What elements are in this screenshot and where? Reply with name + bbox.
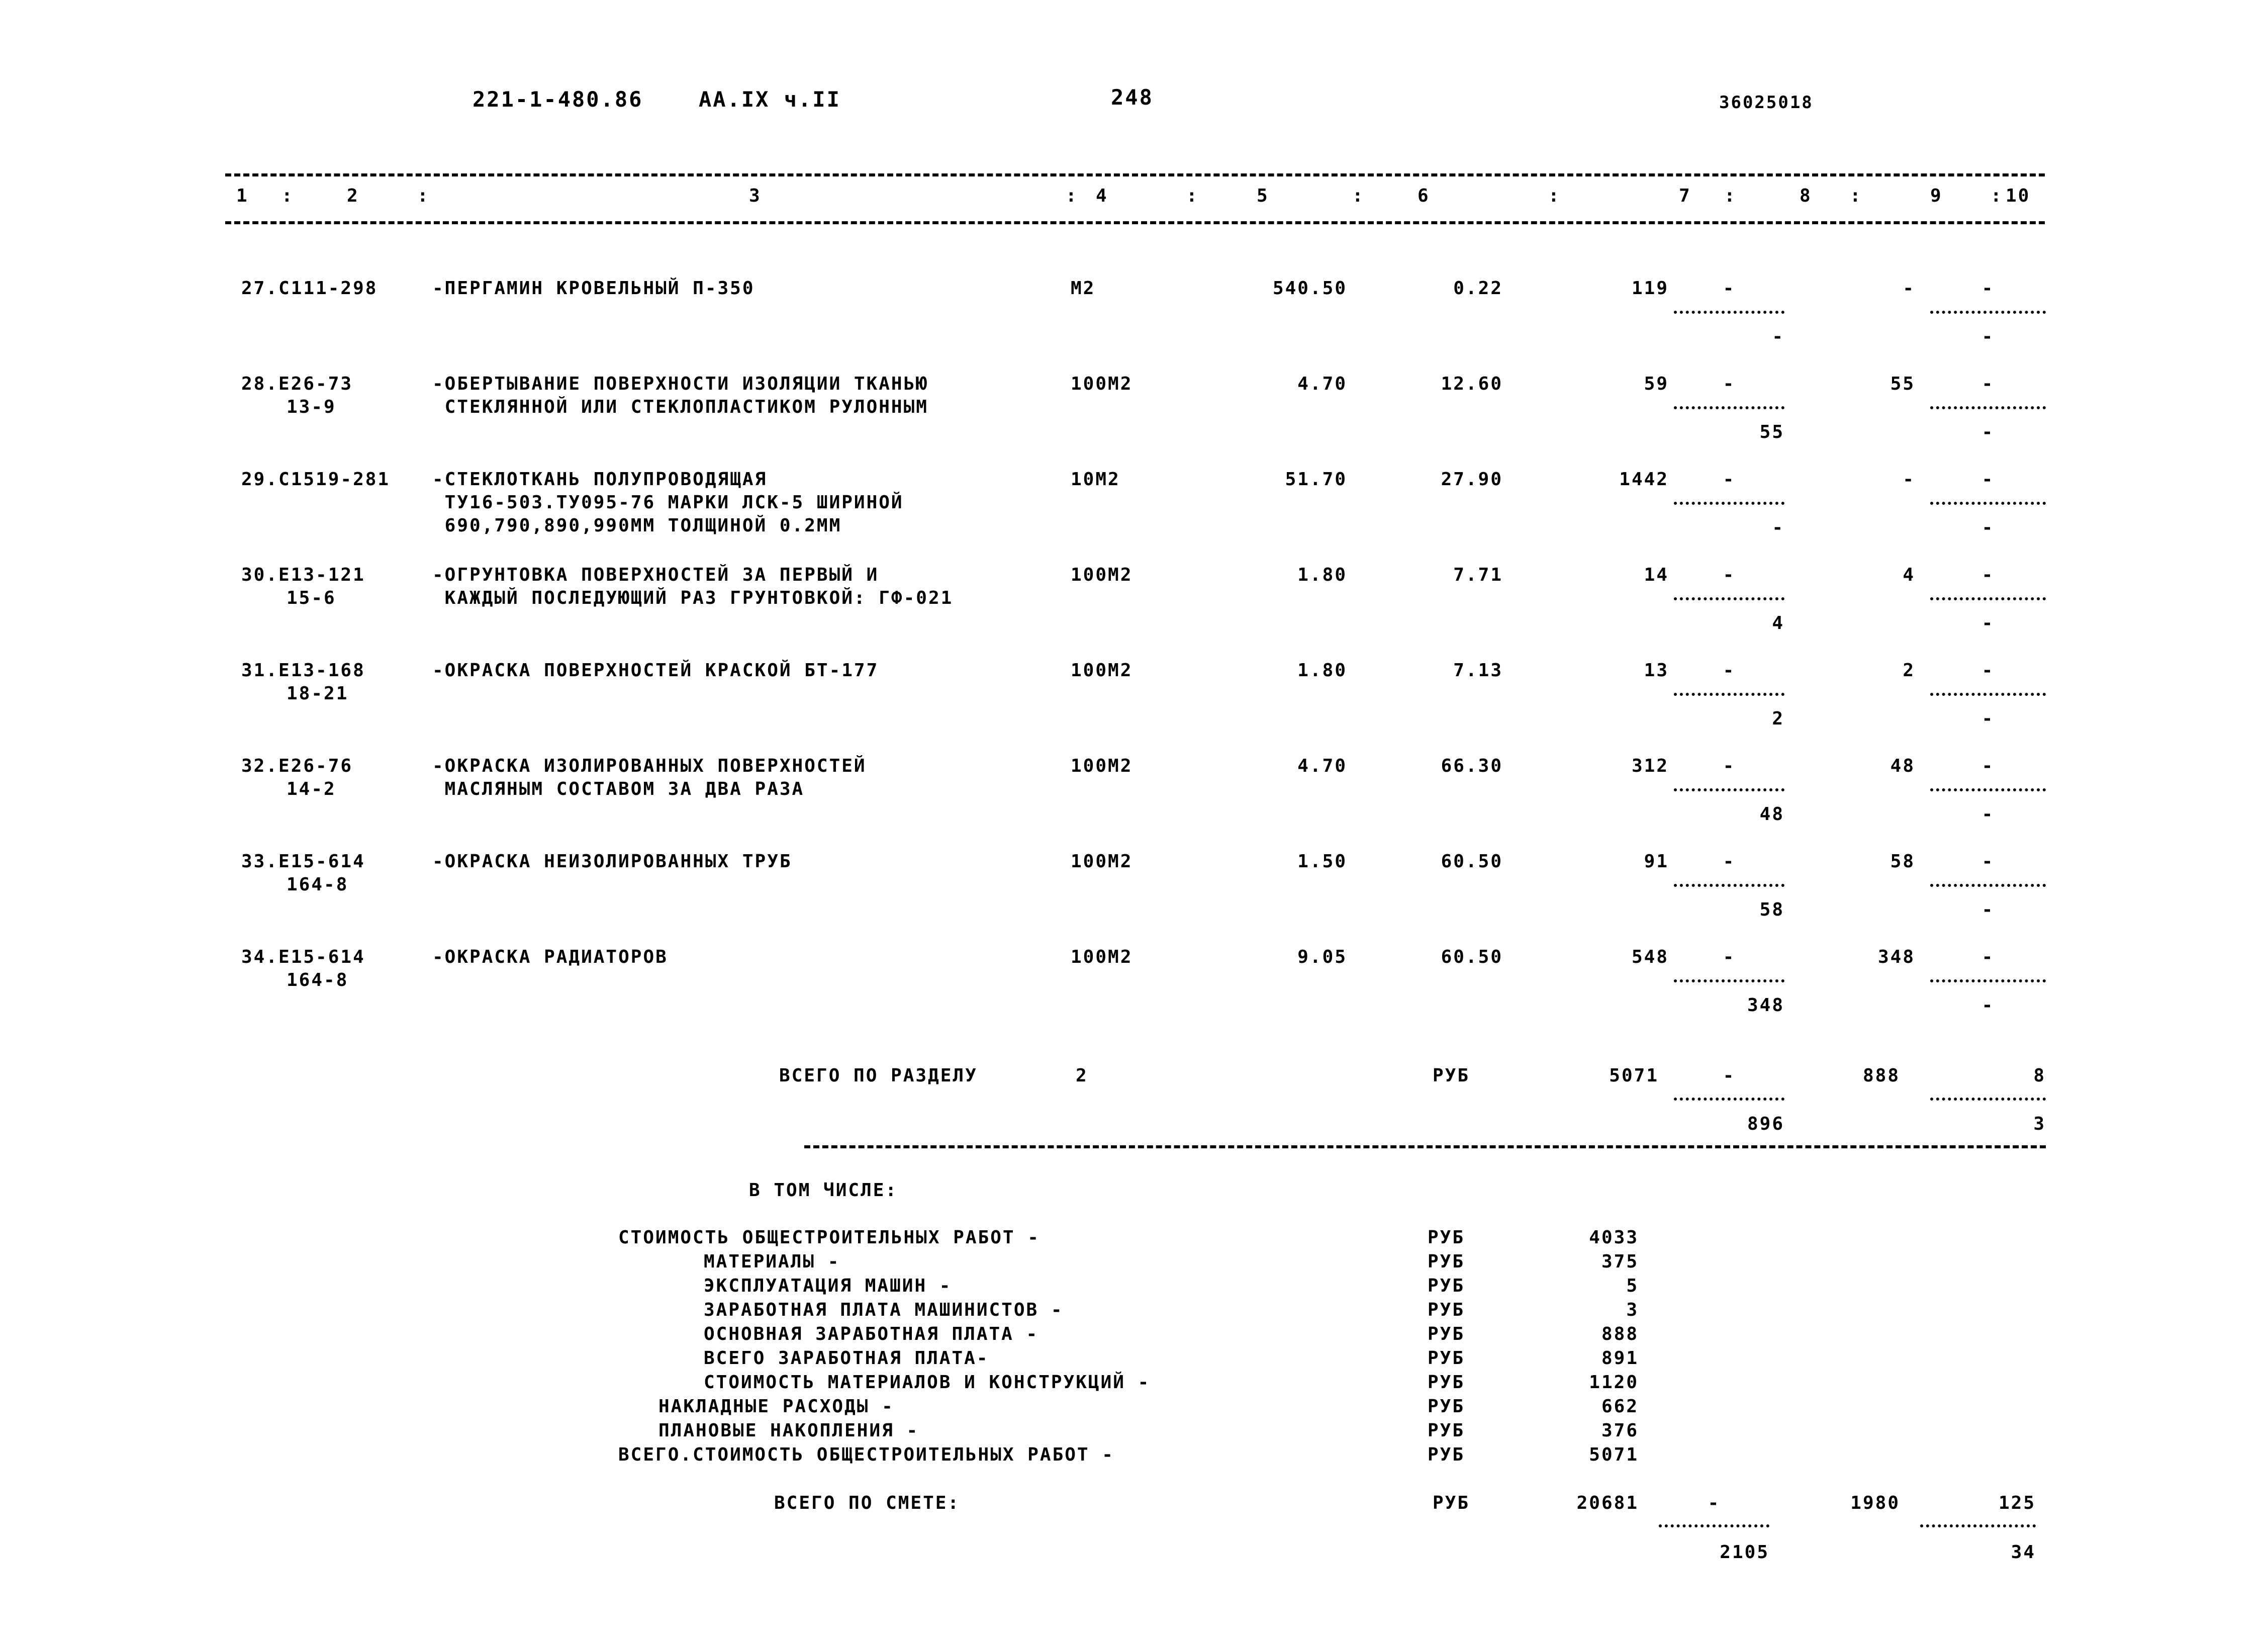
- section-total-col10-bottom: 3: [2033, 1114, 2046, 1134]
- breakdown-value: 376: [1601, 1420, 1639, 1441]
- item-name: -ОГРУНТОВКА ПОВЕРХНОСТЕЙ ЗА ПЕРВЫЙ И: [432, 565, 879, 585]
- column-number: 3: [749, 186, 762, 206]
- item-code: 28.Е26-73: [241, 374, 353, 394]
- grand-total-col8-bottom: 2105: [1720, 1542, 1769, 1563]
- item-name: -ОКРАСКА НЕИЗОЛИРОВАННЫХ ТРУБ: [432, 851, 792, 872]
- item-col10-rule: [1930, 597, 2046, 600]
- item-col10-top: -: [1981, 469, 1995, 490]
- item-name: -ПЕРГАМИН КРОВЕЛЬНЫЙ П-350: [432, 278, 755, 299]
- item-col9: 4: [1903, 565, 1915, 585]
- header-rule-bottom: [225, 221, 2045, 224]
- column-separator: :: [1066, 186, 1078, 206]
- item-col8-top: -: [1723, 660, 1736, 681]
- item-col9: 58: [1890, 851, 1915, 872]
- item-col8-bottom: -: [1772, 517, 1784, 538]
- item-col10-top: -: [1981, 278, 1995, 299]
- item-col9: 348: [1877, 947, 1915, 967]
- item-unit-price: 60.50: [1441, 851, 1503, 872]
- column-number: 9: [1930, 186, 1943, 206]
- item-name: -ОКРАСКА ПОВЕРХНОСТЕЙ КРАСКОЙ БТ-177: [432, 660, 879, 681]
- column-separator: :: [1724, 186, 1737, 206]
- item-total: 59: [1644, 374, 1669, 394]
- item-col8-bottom: 348: [1747, 995, 1784, 1016]
- item-unit-price: 7.13: [1453, 660, 1503, 681]
- section-total-col9: 888: [1862, 1065, 1900, 1086]
- item-total: 91: [1644, 851, 1669, 872]
- item-col9: -: [1903, 469, 1915, 490]
- item-unit-price: 60.50: [1441, 947, 1503, 967]
- item-col10-top: -: [1981, 947, 1995, 967]
- item-col10-top: -: [1981, 374, 1995, 394]
- breakdown-unit: РУБ: [1428, 1300, 1465, 1320]
- item-col8-rule: [1674, 788, 1784, 791]
- item-unit: 100М2: [1071, 374, 1133, 394]
- breakdown-label: СТОИМОСТЬ МАТЕРИАЛОВ И КОНСТРУКЦИЙ -: [704, 1372, 1151, 1393]
- item-col8-bottom: 2: [1772, 708, 1784, 729]
- breakdown-unit: РУБ: [1428, 1227, 1465, 1248]
- item-unit: 100М2: [1071, 660, 1133, 681]
- item-quantity: 4.70: [1297, 374, 1347, 394]
- item-col9: 2: [1903, 660, 1915, 681]
- item-col10-top: -: [1981, 660, 1995, 681]
- breakdown-value: 4033: [1589, 1227, 1639, 1248]
- breakdown-unit: РУБ: [1428, 1324, 1465, 1344]
- breakdown-unit: РУБ: [1428, 1444, 1465, 1465]
- item-col9: 48: [1890, 756, 1915, 776]
- item-col10-bottom: -: [1981, 613, 1995, 633]
- item-total: 13: [1644, 660, 1669, 681]
- item-code: 27.С111-298: [241, 278, 378, 299]
- grand-total-col10-bottom: 34: [2011, 1542, 2036, 1563]
- item-code: 31.Е13-168: [241, 660, 365, 681]
- grand-total-col10-top: 125: [1998, 1493, 2036, 1513]
- item-col10-bottom: -: [1981, 708, 1995, 729]
- section-total-col10-top: 8: [2033, 1065, 2046, 1086]
- item-unit: М2: [1071, 278, 1096, 299]
- document-code: 221-1-480.86: [472, 87, 643, 112]
- breakdown-unit: РУБ: [1428, 1251, 1465, 1272]
- column-number: 2: [347, 186, 359, 206]
- item-col8-bottom: 58: [1759, 899, 1784, 920]
- column-number: 6: [1418, 186, 1430, 206]
- grand-total-label: ВСЕГО ПО СМЕТЕ:: [774, 1493, 961, 1513]
- item-unit: 100М2: [1071, 756, 1133, 776]
- item-code: 18-21: [287, 683, 349, 704]
- item-code: 15-6: [287, 588, 336, 608]
- item-code: 33.Е15-614: [241, 851, 365, 872]
- item-code: 32.Е26-76: [241, 756, 353, 776]
- item-col8-rule: [1674, 597, 1784, 600]
- breakdown-unit: РУБ: [1428, 1396, 1465, 1417]
- item-col10-rule: [1930, 979, 2046, 982]
- item-unit-price: 27.90: [1441, 469, 1503, 490]
- column-separator: :: [281, 186, 294, 206]
- column-number: 7: [1679, 186, 1691, 206]
- item-col8-bottom: 55: [1759, 422, 1784, 442]
- grand-total-col10-rule: [1920, 1524, 2036, 1527]
- breakdown-value: 5071: [1589, 1444, 1639, 1465]
- item-quantity: 9.05: [1297, 947, 1347, 967]
- section-total-col8-bottom: 896: [1747, 1114, 1784, 1134]
- item-quantity: 1.80: [1297, 565, 1347, 585]
- item-total: 119: [1631, 278, 1669, 299]
- item-col10-rule: [1930, 788, 2046, 791]
- grand-total-col8-rule: [1659, 1524, 1769, 1527]
- breakdown-unit: РУБ: [1428, 1372, 1465, 1393]
- breakdown-label: ВСЕГО.СТОИМОСТЬ ОБЩЕСТРОИТЕЛЬНЫХ РАБОТ -: [618, 1444, 1114, 1465]
- column-separator: :: [1991, 186, 2003, 206]
- column-number: 1: [236, 186, 249, 206]
- column-number: 10: [2006, 186, 2031, 206]
- breakdown-value: 5: [1626, 1276, 1639, 1296]
- item-code: 34.Е15-614: [241, 947, 365, 967]
- breakdown-label: ЭКСПЛУАТАЦИЯ МАШИН -: [704, 1276, 952, 1296]
- item-unit: 100М2: [1071, 947, 1133, 967]
- item-col8-top: -: [1723, 851, 1736, 872]
- item-col10-top: -: [1981, 565, 1995, 585]
- item-code: 30.Е13-121: [241, 565, 365, 585]
- item-total: 1442: [1619, 469, 1669, 490]
- breakdown-label: ОСНОВНАЯ ЗАРАБОТНАЯ ПЛАТА -: [704, 1324, 1039, 1344]
- column-number: 5: [1257, 186, 1269, 206]
- item-name: 690,790,890,990ММ ТОЛЩИНОЙ 0.2ММ: [432, 515, 842, 536]
- item-col8-rule: [1674, 979, 1784, 982]
- grand-total-unit: РУБ: [1433, 1493, 1470, 1513]
- item-unit: 10М2: [1071, 469, 1120, 490]
- breakdown-value: 662: [1601, 1396, 1639, 1417]
- item-quantity: 1.50: [1297, 851, 1347, 872]
- breakdown-label: СТОИМОСТЬ ОБЩЕСТРОИТЕЛЬНЫХ РАБОТ -: [618, 1227, 1040, 1248]
- breakdown-unit: РУБ: [1428, 1348, 1465, 1369]
- item-name: МАСЛЯНЫМ СОСТАВОМ ЗА ДВА РАЗА: [432, 779, 805, 799]
- section-total-rule: [804, 1145, 2046, 1148]
- item-col8-top: -: [1723, 278, 1736, 299]
- grand-total-col9: 1980: [1850, 1493, 1900, 1513]
- breakdown-label: НАКЛАДНЫЕ РАСХОДЫ -: [658, 1396, 894, 1417]
- breakdown-label: ПЛАНОВЫЕ НАКОПЛЕНИЯ -: [658, 1420, 919, 1441]
- section-total-unit: РУБ: [1433, 1065, 1470, 1086]
- item-quantity: 4.70: [1297, 756, 1347, 776]
- item-col10-bottom: -: [1981, 804, 1995, 825]
- item-col10-bottom: -: [1981, 422, 1995, 442]
- item-col9: -: [1903, 278, 1915, 299]
- item-name: -ОБЕРТЫВАНИЕ ПОВЕРХНОСТИ ИЗОЛЯЦИИ ТКАНЬЮ: [432, 374, 928, 394]
- item-col8-top: -: [1723, 947, 1736, 967]
- item-name: СТЕКЛЯННОЙ ИЛИ СТЕКЛОПЛАСТИКОМ РУЛОННЫМ: [432, 397, 928, 417]
- breakdown-unit: РУБ: [1428, 1420, 1465, 1441]
- item-code: 13-9: [287, 397, 336, 417]
- breakdown-label: МАТЕРИАЛЫ -: [704, 1251, 840, 1272]
- section-total-col10-rule: [1930, 1098, 2046, 1101]
- item-unit-price: 0.22: [1453, 278, 1503, 299]
- item-col10-bottom: -: [1981, 899, 1995, 920]
- header-rule-top: [225, 173, 2045, 176]
- item-col10-top: -: [1981, 851, 1995, 872]
- item-name: -СТЕКЛОТКАНЬ ПОЛУПРОВОДЯЩАЯ: [432, 469, 768, 490]
- item-code: 14-2: [287, 779, 336, 799]
- item-name: -ОКРАСКА РАДИАТОРОВ: [432, 947, 668, 967]
- item-unit-price: 66.30: [1441, 756, 1503, 776]
- item-col8-rule: [1674, 884, 1784, 887]
- column-number: 4: [1096, 186, 1108, 206]
- section-total-amount: 5071: [1609, 1065, 1659, 1086]
- breakdown-unit: РУБ: [1428, 1276, 1465, 1296]
- item-col8-top: -: [1723, 756, 1736, 776]
- column-separator: :: [1850, 186, 1862, 206]
- item-code: 164-8: [287, 874, 349, 895]
- document-number: 36025018: [1719, 93, 1814, 113]
- item-col10-top: -: [1981, 756, 1995, 776]
- breakdown-label: ВСЕГО ЗАРАБОТНАЯ ПЛАТА-: [704, 1348, 989, 1369]
- item-col8-rule: [1674, 311, 1784, 314]
- column-separator: :: [1352, 186, 1365, 206]
- item-total: 548: [1631, 947, 1669, 967]
- column-number: 8: [1800, 186, 1812, 206]
- item-unit: 100М2: [1071, 565, 1133, 585]
- item-col8-rule: [1674, 406, 1784, 409]
- breakdown-label: ЗАРАБОТНАЯ ПЛАТА МАШИНИСТОВ -: [704, 1300, 1064, 1320]
- item-col10-rule: [1930, 502, 2046, 505]
- item-col10-bottom: -: [1981, 517, 1995, 538]
- column-separator: :: [417, 186, 430, 206]
- item-unit: 100М2: [1071, 851, 1133, 872]
- item-col10-bottom: -: [1981, 995, 1995, 1016]
- item-col8-rule: [1674, 502, 1784, 505]
- item-col8-top: -: [1723, 469, 1736, 490]
- item-name: ТУ16-503.ТУ095-76 МАРКИ ЛСК-5 ШИРИНОЙ: [432, 492, 904, 513]
- item-total: 312: [1631, 756, 1669, 776]
- breakdown-value: 3: [1626, 1300, 1639, 1320]
- item-code: 29.С1519-281: [241, 469, 391, 490]
- item-code: 164-8: [287, 970, 349, 990]
- column-separator: :: [1548, 186, 1561, 206]
- item-quantity: 1.80: [1297, 660, 1347, 681]
- section-total-col8-rule: [1674, 1098, 1784, 1101]
- section-total-col8-top: -: [1723, 1065, 1736, 1086]
- item-col9: 55: [1890, 374, 1915, 394]
- item-name: КАЖДЫЙ ПОСЛЕДУЮЩИЙ РАЗ ГРУНТОВКОЙ: ГФ-021: [432, 588, 954, 608]
- item-unit-price: 7.71: [1453, 565, 1503, 585]
- item-col8-bottom: -: [1772, 326, 1784, 347]
- breakdown-value: 1120: [1589, 1372, 1639, 1393]
- item-col8-bottom: 4: [1772, 613, 1784, 633]
- breakdown-title: В ТОМ ЧИСЛЕ:: [749, 1180, 898, 1201]
- section-total-label: ВСЕГО ПО РАЗДЕЛУ: [779, 1065, 978, 1086]
- item-name: -ОКРАСКА ИЗОЛИРОВАННЫХ ПОВЕРХНОСТЕЙ: [432, 756, 867, 776]
- item-unit-price: 12.60: [1441, 374, 1503, 394]
- item-col8-bottom: 48: [1759, 804, 1784, 825]
- item-total: 14: [1644, 565, 1669, 585]
- item-col10-rule: [1930, 884, 2046, 887]
- grand-total-col8-top: -: [1708, 1493, 1721, 1513]
- item-col10-rule: [1930, 406, 2046, 409]
- item-col10-rule: [1930, 693, 2046, 696]
- section-total-section: 2: [1076, 1065, 1088, 1086]
- breakdown-value: 888: [1601, 1324, 1639, 1344]
- item-quantity: 51.70: [1285, 469, 1347, 490]
- page-number: 248: [1111, 85, 1154, 110]
- breakdown-value: 891: [1601, 1348, 1639, 1369]
- breakdown-value: 375: [1601, 1251, 1639, 1272]
- item-quantity: 540.50: [1272, 278, 1347, 299]
- item-col8-rule: [1674, 693, 1784, 696]
- item-col8-top: -: [1723, 374, 1736, 394]
- item-col8-top: -: [1723, 565, 1736, 585]
- item-col10-rule: [1930, 311, 2046, 314]
- album-reference: АА.IX ч.II: [699, 87, 841, 112]
- column-separator: :: [1186, 186, 1199, 206]
- item-col10-bottom: -: [1981, 326, 1995, 347]
- grand-total-amount: 20681: [1576, 1493, 1639, 1513]
